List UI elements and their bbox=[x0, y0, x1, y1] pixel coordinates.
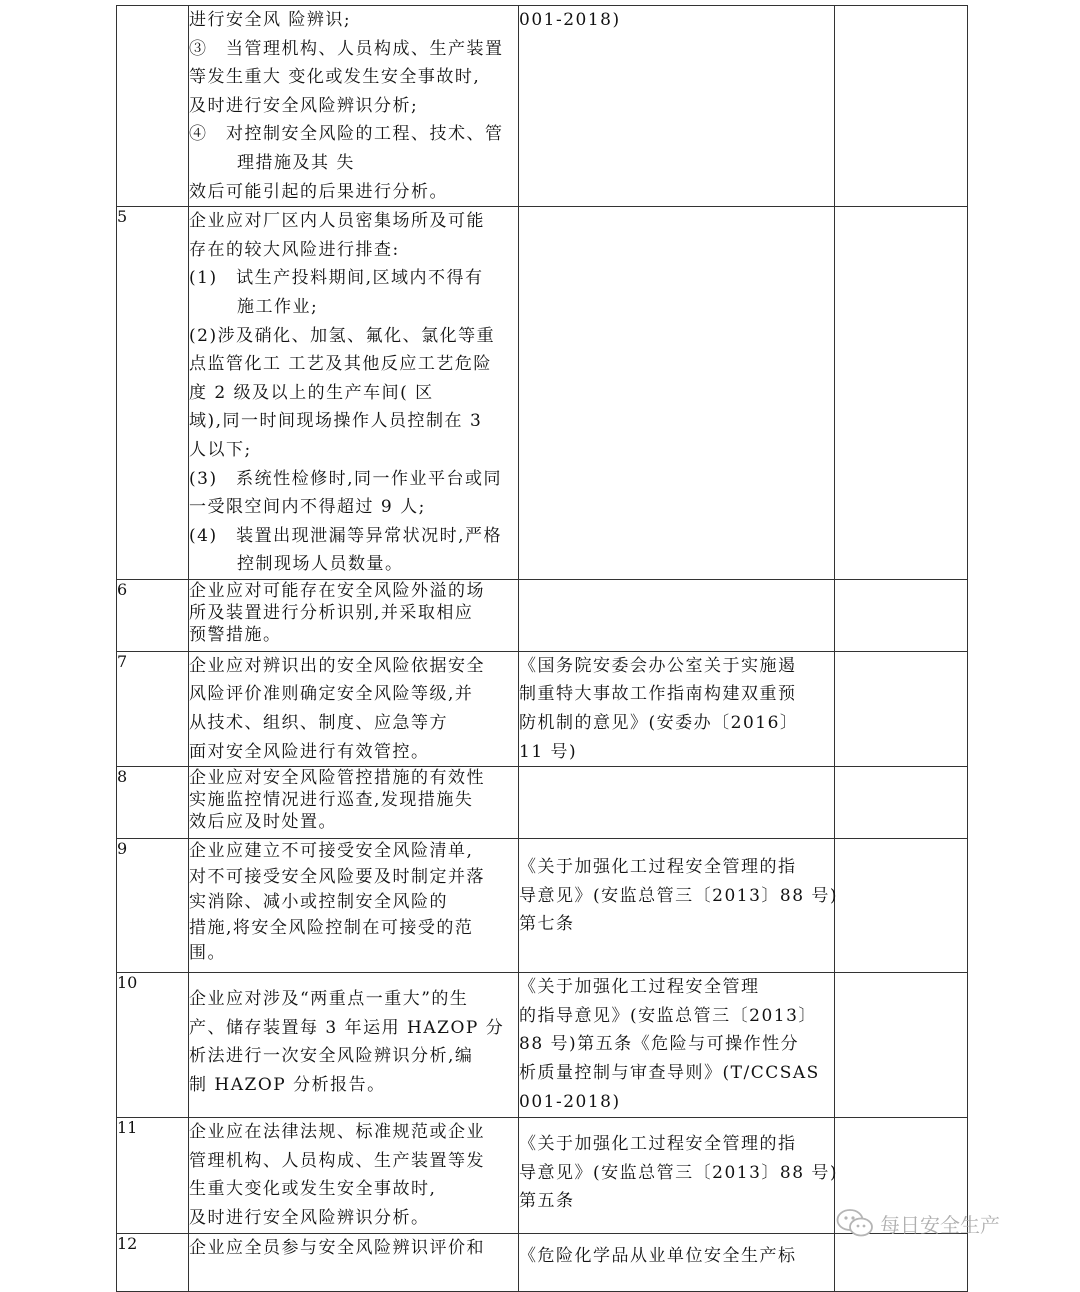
basis-cell bbox=[519, 973, 835, 1118]
basis-line: 制重特大事故工作指南构建双重预 bbox=[519, 684, 797, 705]
row-number: 6 bbox=[117, 579, 189, 651]
basis-cell bbox=[519, 207, 835, 580]
row-number: 5 bbox=[117, 207, 189, 580]
requirement-line: 所及装置进行分析识别,并采取相应 bbox=[189, 602, 474, 623]
requirement-line: 点监管化工 工艺及其他反应工艺危险 bbox=[189, 354, 492, 375]
requirement-line: 实消除、减小或控制安全风险的 bbox=[189, 892, 448, 913]
requirement-line: 度 2 级及以上的生产车间( 区 bbox=[189, 382, 434, 403]
basis-line: 第七条 bbox=[519, 914, 575, 935]
requirement-line: (1) 试生产投料期间,区域内不得有 bbox=[189, 268, 484, 289]
basis-cell bbox=[519, 839, 839, 973]
requirement-line: 存在的较大风险进行排查: bbox=[189, 239, 400, 260]
requirement-line: 企业应对安全风险管控措施的有效性 bbox=[189, 768, 485, 789]
watermark bbox=[836, 1206, 1000, 1240]
safety-requirements-table bbox=[116, 5, 968, 1292]
requirement-cell bbox=[189, 207, 519, 580]
requirement-line: 控制现场人员数量。 bbox=[237, 554, 404, 575]
requirement-line: 围。 bbox=[189, 943, 226, 964]
requirement-cell bbox=[189, 579, 519, 651]
remarks-cell bbox=[835, 973, 968, 1118]
table-row bbox=[117, 839, 968, 973]
requirement-line: (4) 装置出现泄漏等异常状况时,严格 bbox=[189, 525, 502, 546]
requirement-cell bbox=[189, 651, 519, 766]
table-row bbox=[117, 767, 968, 839]
requirement-line: 理措施及其 失 bbox=[237, 152, 355, 173]
remarks-cell bbox=[835, 767, 968, 839]
basis-line: 导意见》(安监总管三〔2013〕88 号) bbox=[519, 1162, 839, 1183]
basis-line: 防机制的意见》(安委办〔2016〕 bbox=[519, 713, 799, 734]
basis-cell bbox=[519, 579, 835, 651]
basis-line: 《国务院安委会办公室关于实施遏 bbox=[519, 655, 797, 676]
row-number: 10 bbox=[117, 973, 189, 1118]
basis-line: 析质量控制与审查导则》(T/CCSAS bbox=[519, 1063, 820, 1084]
requirement-cell bbox=[189, 839, 519, 973]
requirement-line: 域),同一时间现场操作人员控制在 3 bbox=[189, 411, 483, 432]
basis-line: 导意见》(安监总管三〔2013〕88 号) bbox=[519, 885, 839, 906]
watermark-text: 每日安全生产 bbox=[880, 1212, 1000, 1237]
requirement-line: 企业应对厂区内人员密集场所及可能 bbox=[189, 211, 485, 232]
remarks-cell bbox=[835, 651, 968, 766]
requirement-line: 面对安全风险进行有效管控。 bbox=[189, 741, 430, 762]
basis-line: 11 号) bbox=[519, 741, 578, 762]
requirement-line: 企业应在法律法规、标准规范或企业 bbox=[189, 1122, 485, 1143]
requirement-cell bbox=[189, 1233, 519, 1291]
requirement-line: 施工作业; bbox=[237, 296, 319, 317]
basis-line: 《关于加强化工过程安全管理 bbox=[519, 977, 760, 998]
requirement-line: 预警措施。 bbox=[189, 624, 282, 645]
requirement-line: 及时进行安全风险辨识分析。 bbox=[189, 1208, 430, 1229]
table-row bbox=[117, 207, 968, 580]
basis-line: 《关于加强化工过程安全管理的指 bbox=[519, 857, 797, 878]
table-row bbox=[117, 6, 968, 207]
remarks-cell bbox=[835, 6, 968, 207]
requirement-line: ③ 当管理机构、人员构成、生产装置 bbox=[189, 38, 504, 59]
requirement-line: 从技术、组织、制度、应急等方 bbox=[189, 713, 448, 734]
requirement-line: 措施,将安全风险控制在可接受的范 bbox=[189, 917, 474, 938]
basis-cell bbox=[519, 6, 835, 207]
requirement-line: 企业应全员参与安全风险辨识评价和 bbox=[189, 1237, 485, 1258]
requirement-line: 对不可接受安全风险要及时制定并落 bbox=[189, 866, 485, 887]
row-number: 8 bbox=[117, 767, 189, 839]
requirement-line: 效后应及时处置。 bbox=[189, 812, 337, 833]
requirement-line: 企业应对可能存在安全风险外溢的场 bbox=[189, 580, 485, 601]
requirement-line: 企业应对涉及“两重点一重大”的生 bbox=[189, 989, 469, 1010]
requirement-line: 产、储存装置每 3 年运用 HAZOP 分 bbox=[189, 1017, 505, 1038]
requirement-cell bbox=[189, 6, 519, 207]
requirement-line: (3) 系统性检修时,同一作业平台或同 bbox=[189, 468, 502, 489]
requirement-line: 风险评价准则确定安全风险等级,并 bbox=[189, 684, 474, 705]
row-number bbox=[117, 6, 189, 207]
basis-line: 的指导意见》(安监总管三〔2013〕 bbox=[519, 1005, 817, 1026]
table-row bbox=[117, 973, 968, 1118]
remarks-cell bbox=[835, 1233, 968, 1291]
row-number: 9 bbox=[117, 839, 189, 973]
requirement-line: 实施监控情况进行巡查,发现措施失 bbox=[189, 790, 474, 811]
requirement-cell bbox=[189, 1118, 519, 1233]
requirement-line: 析法进行一次安全风险辨识分析,编 bbox=[189, 1046, 474, 1067]
remarks-cell bbox=[835, 207, 968, 580]
requirement-line: 人以下; bbox=[189, 439, 252, 460]
requirement-line: 管理机构、人员构成、生产装置等发 bbox=[189, 1150, 485, 1171]
table-row bbox=[117, 579, 968, 651]
requirement-line: (2)涉及硝化、加氢、氟化、氯化等重 bbox=[189, 325, 496, 346]
basis-cell bbox=[519, 1233, 835, 1291]
basis-cell bbox=[519, 767, 835, 839]
basis-line: 第五条 bbox=[519, 1191, 575, 1212]
requirement-line: 及时进行安全风险辨识分析; bbox=[189, 95, 419, 116]
requirement-cell bbox=[189, 767, 519, 839]
requirement-line: 生重大变化或发生安全事故时, bbox=[189, 1179, 437, 1200]
requirement-cell bbox=[189, 973, 519, 1118]
requirement-line: 制 HAZOP 分析报告。 bbox=[189, 1075, 386, 1096]
requirement-line: 一受限空间内不得超过 9 人; bbox=[189, 497, 426, 518]
table-row bbox=[117, 1233, 968, 1291]
requirement-line: 企业应对辨识出的安全风险依据安全 bbox=[189, 655, 485, 676]
requirement-line: 进行安全风 险辨识; bbox=[189, 10, 352, 30]
basis-line: 001-2018) bbox=[519, 10, 621, 30]
basis-cell bbox=[519, 651, 835, 766]
remarks-cell bbox=[835, 579, 968, 651]
table-row bbox=[117, 651, 968, 766]
row-number: 7 bbox=[117, 651, 189, 766]
row-number: 12 bbox=[117, 1233, 189, 1291]
basis-line: 《关于加强化工过程安全管理的指 bbox=[519, 1134, 797, 1155]
basis-cell bbox=[519, 1118, 839, 1233]
row-number: 11 bbox=[117, 1118, 189, 1233]
basis-line: 88 号)第五条《危险与可操作性分 bbox=[519, 1034, 800, 1055]
requirement-line: ④ 对控制安全风险的工程、技术、管 bbox=[189, 124, 504, 145]
requirement-line: 企业应建立不可接受安全风险清单, bbox=[189, 841, 474, 862]
basis-line: 《危险化学品从业单位安全生产标 bbox=[519, 1245, 797, 1266]
basis-line: 001-2018) bbox=[519, 1091, 621, 1112]
requirement-line: 等发生重大 变化或发生安全事故时, bbox=[189, 67, 481, 88]
remarks-cell bbox=[835, 839, 968, 973]
requirement-line: 效后可能引起的后果进行分析。 bbox=[189, 181, 448, 202]
wechat-icon bbox=[836, 1208, 874, 1238]
